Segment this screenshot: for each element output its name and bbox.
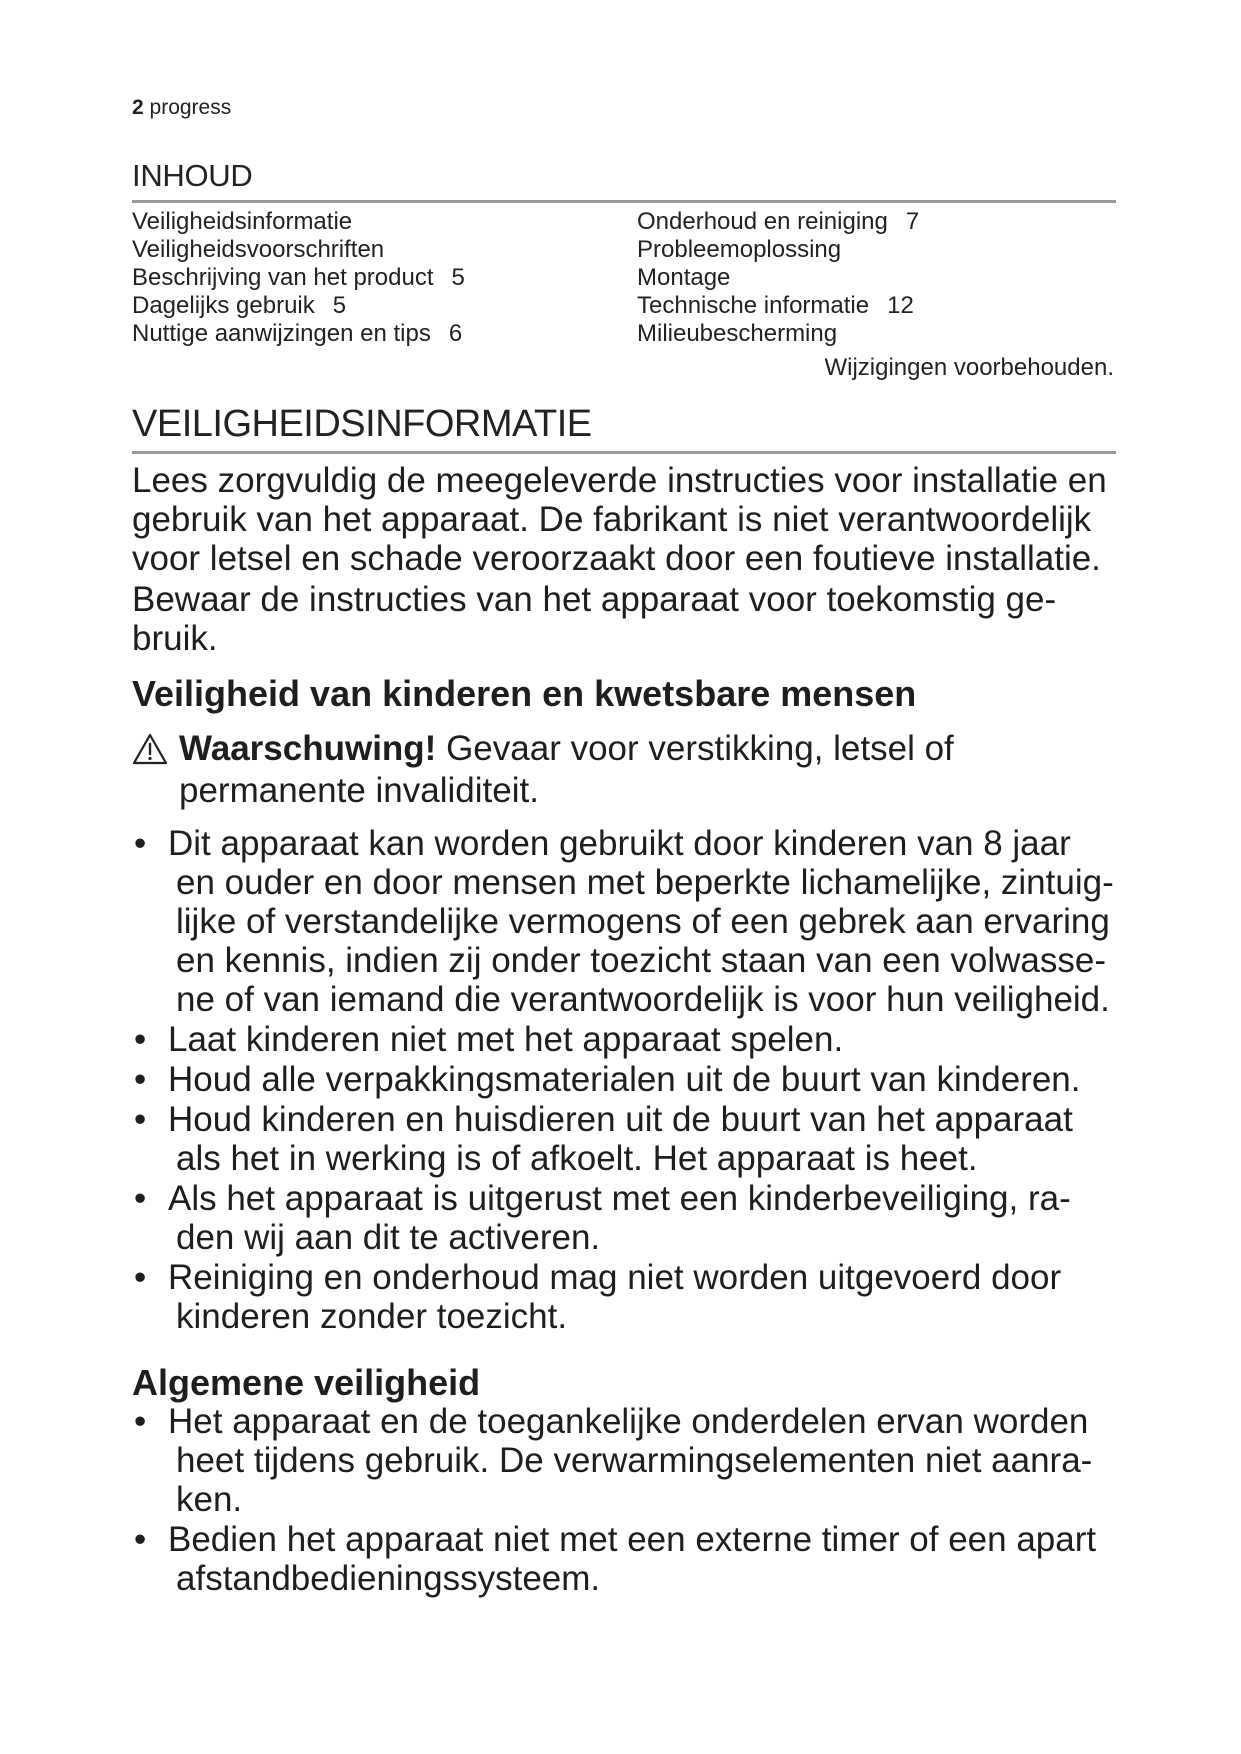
- toc-entry[interactable]: Veiligheidsinformatie: [132, 208, 353, 235]
- list-item: • Houd alle verpakkingsmaterialen uit de buurt van kinderen.: [132, 1060, 1122, 1099]
- brand-name: progress: [149, 96, 232, 119]
- page-header: [132, 96, 231, 120]
- warning-triangle-icon: [132, 733, 168, 765]
- intro-paragraph: Lees zorgvuldig de meegeleverde instructies voor installatie en gebruik van het apparaat. De fabrikant is niet verantwoordelijk voor letsel en schade veroorzaakt door een foutieve installatie.: [132, 461, 1107, 578]
- toc-title: INHOUD: [132, 158, 253, 193]
- children-safety-heading: Veiligheid van kinderen en kwetsbare mensen: [132, 673, 917, 714]
- warning-text: [179, 728, 1122, 812]
- intro-paragraph: Bewaar de instructies van het apparaat voor toekomstig ge-bruik.: [132, 580, 1057, 658]
- list-item: • Als het apparaat is uitgerust met een kinderbeveiliging, ra- den wij aan dit te activeren.: [132, 1179, 1122, 1257]
- general-safety-list: [132, 1402, 1122, 1599]
- toc-entry[interactable]: Veiligheidsvoorschriften: [132, 236, 385, 263]
- children-safety-list: [132, 824, 1122, 1337]
- section-divider: [132, 451, 1116, 454]
- toc-divider: [132, 200, 1116, 203]
- list-item: • Het apparaat en de toegankelijke onderdelen ervan worden heet tijdens gebruik. De verwarmingselementen niet aanra-ken.: [132, 1402, 1122, 1519]
- warning-block: [132, 728, 1122, 812]
- toc-entry[interactable]: Dagelijks gebruik 5: [132, 292, 347, 319]
- changes-note: Wijzigingen voorbehouden.: [824, 354, 1114, 381]
- toc-entry[interactable]: Technische informatie 12: [637, 292, 914, 319]
- warning-label: Waarschuwing!: [179, 729, 437, 768]
- toc-right-column: [637, 208, 919, 348]
- toc-entry[interactable]: Probleemoplossing: [637, 236, 842, 263]
- toc-entry[interactable]: Beschrijving van het product 5: [132, 264, 465, 291]
- intro-text: [132, 461, 1122, 660]
- list-item: • Houd kinderen en huisdieren uit de buurt van het apparaat als het in werking is of afkoelt. Het apparaat is heet.: [132, 1100, 1122, 1178]
- list-item: • Dit apparaat kan worden gebruikt door kinderen van 8 jaar en ouder en door mensen met beperkte lichamelijke, zintuig-lijke of verstandelijke vermogens of een gebrek aan ervaring en kennis, indien zij onder toezicht staan van een volwasse-ne of van iemand die verantwoordelijk is voor hun veiligheid.: [132, 824, 1122, 1019]
- toc-left-column: [132, 208, 465, 348]
- general-safety-heading: Algemene veiligheid: [132, 1362, 481, 1403]
- list-item: • Laat kinderen niet met het apparaat spelen.: [132, 1020, 1122, 1059]
- page-number: 2: [132, 96, 144, 119]
- toc-entry[interactable]: Montage: [637, 264, 731, 291]
- list-item: • Bedien het apparaat niet met een externe timer of een apart afstandbedieningssysteem.: [132, 1520, 1122, 1598]
- section-title: VEILIGHEIDSINFORMATIE: [132, 403, 592, 445]
- toc-entry[interactable]: Nuttige aanwijzingen en tips 6: [132, 320, 463, 347]
- toc-entry[interactable]: Onderhoud en reiniging 7: [637, 208, 920, 235]
- list-item: • Reiniging en onderhoud mag niet worden uitgevoerd door kinderen zonder toezicht.: [132, 1258, 1122, 1336]
- toc-entry[interactable]: Milieubescherming: [637, 320, 838, 347]
- warning-message: Gevaar voor verstikking, letsel of permanente invaliditeit.: [179, 729, 954, 810]
